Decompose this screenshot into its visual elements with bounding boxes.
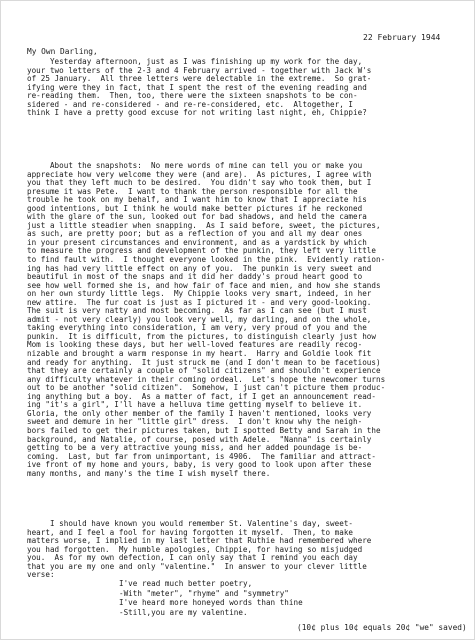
text-line: see how well formed she is, and how fair of face and mien, and how she stands bbox=[27, 280, 381, 290]
text-line: trouble he took on my behalf, and I want him to know that I appreciate his bbox=[27, 195, 367, 205]
text-line: I've read much better poetry, bbox=[119, 579, 253, 588]
text-line: any difficulty whatever in their coming ordeal. Let's hope the newcomer turns bbox=[27, 374, 386, 384]
text-line: taking everything into consideration, I am very, very proud of you and the bbox=[27, 323, 367, 333]
letter-date: 22 February 1944 bbox=[363, 33, 441, 42]
text-line: just a little steadier when snapping. As I said before, sweet, the pictures, bbox=[27, 220, 381, 230]
text-line: sweet and demure in her "little girl" dress. I don't know why the neigh- bbox=[27, 417, 363, 427]
text-line: out to be another "solid citizen". Somehow, I just can't picture them produc- bbox=[27, 383, 386, 393]
text-line: Gloria, the only other member of the family I haven't mentioned, looks very bbox=[27, 408, 372, 418]
text-line: ive front of my home and yours, baby, is very good to look upon after these bbox=[27, 460, 372, 470]
paragraph-2 bbox=[27, 162, 469, 478]
text-line: About the snapshots: No mere words of mine can tell you or make you bbox=[27, 161, 363, 170]
text-line: on her own sturdy little legs. My Chippie looks very smart, indeed, in her bbox=[27, 289, 372, 299]
text-line: of 25 January. All three letters were delectable in the extreme. So grat- bbox=[27, 74, 372, 84]
text-line: appreciate how very welcome they were (and are). As pictures, I agree with bbox=[27, 169, 372, 179]
text-line: as such, are pretty poor; but as a reflection of you and all my dear ones bbox=[27, 229, 363, 239]
text-line: that they are certainly a couple of "solid citizens" and shouldn't experience bbox=[27, 366, 381, 376]
text-line: -With "meter", "rhyme" and "symmetry" bbox=[119, 588, 289, 598]
text-line: in your present circumstances and environment, and as a yardstick by which bbox=[27, 237, 367, 247]
text-line: your two letters of the 2-3 and 4 February arrived - together with Jack W's bbox=[27, 65, 372, 75]
text-line: bors failed to get their pictures taken, but I spotted Betty and Sarah in the bbox=[27, 425, 381, 435]
text-line: background, and Natalie, of course, posed with Adele. "Nanna" is certainly bbox=[27, 434, 372, 444]
text-line: The suit is very natty and most becoming. As far as I can see (but I must bbox=[27, 306, 367, 316]
text-line: and ready for anything. It just struck me (and I don't mean to be facetious) bbox=[27, 357, 381, 367]
text-line: Mom is looking these days, but her well-loved features are readily recog- bbox=[27, 340, 363, 350]
text-line: presume it was Pete. I want to thank the person responsible for all the bbox=[27, 186, 358, 196]
text-line: new attire. The fur coat is just as I pictured it - and very good-looking. bbox=[27, 297, 372, 307]
text-line: ifying were they in fact, that I spent the rest of the evening reading and bbox=[27, 82, 367, 92]
text-line: I should have known you would remember St. Valentine's day, sweet- bbox=[27, 519, 354, 528]
text-line: ing has had very little effect on any of you. The punkin is very sweet and bbox=[27, 263, 372, 273]
text-line: Yesterday afternoon, just as I was finishing up my work for the day, bbox=[27, 57, 363, 66]
text-line: -Still,you are my valentine. bbox=[119, 607, 248, 617]
text-line: punkin. It is difficult, from the pictures, to distinguish clearly just how bbox=[27, 331, 376, 341]
postscript: (10¢ plus 10¢ equals 20¢ "we" saved) bbox=[297, 623, 467, 632]
text-line: you. As for my own defection, I can only say that I remind you each day bbox=[27, 553, 358, 563]
text-line: that you are my one and only "valentine." In answer to your clever little bbox=[27, 561, 367, 571]
text-line: admit - not very clearly) you look very well, my darling, and on the whole, bbox=[27, 314, 372, 324]
text-line: coming. Last, but far from unimportant, is 4906. The familiar and attract- bbox=[27, 451, 376, 461]
valentine-verse bbox=[119, 579, 303, 617]
text-line: nizable and brought a warm response in my heart. Harry and Goldie look fit bbox=[27, 349, 372, 359]
text-line: ing "it's a girl", I'll have a helluva time getting myself to believe it. bbox=[27, 400, 363, 410]
text-line: beautiful in most of the snaps and it did her daddy's proud heart good to bbox=[27, 272, 363, 282]
text-line: to measure the progress and development of the punkin, they left very little bbox=[27, 246, 376, 256]
text-line: verse: bbox=[27, 570, 55, 580]
text-line: many months, and many's the time I wish myself there. bbox=[27, 468, 271, 478]
text-line: you that they left much to be desired. You didn't say who took them, but I bbox=[27, 178, 372, 188]
paragraph-1 bbox=[27, 58, 469, 118]
text-line: think I have a pretty good excuse for not writing last night, eh, Chippie? bbox=[27, 108, 367, 118]
text-line: sidered - and re-considered - and re-re-considered, etc. Altogether, I bbox=[27, 99, 354, 109]
salutation: My Own Darling, bbox=[27, 47, 98, 56]
text-line: to find fault with. I thought everyone looked in the pink. Evidently ration- bbox=[27, 255, 386, 265]
text-line: ing anything but a boy. As a matter of fact, if I get an announcement read- bbox=[27, 391, 376, 401]
text-line: getting to be a very attractive young miss, and her added poundage is be- bbox=[27, 443, 363, 453]
text-line: re-reading them. Then, too, there were the sixteen snapshots to be con- bbox=[27, 91, 358, 101]
text-line: matters worse, I implied in my last letter that Ruthie had remembered where bbox=[27, 536, 372, 546]
paragraph-3 bbox=[27, 520, 469, 580]
text-line: heart, and I feel a fool for having forgotten it myself. Then, to make bbox=[27, 527, 354, 537]
text-line: you had forgotten. My humble apologies, Chippie, for having so misjudged bbox=[27, 544, 363, 554]
text-line: good intentions, but I think he would make better pictures if he reckoned bbox=[27, 203, 363, 213]
text-line: I've heard more honeyed words than thine bbox=[119, 598, 303, 608]
text-line: with the glare of the sun, looked out for bad shadows, and held the camera bbox=[27, 212, 367, 222]
